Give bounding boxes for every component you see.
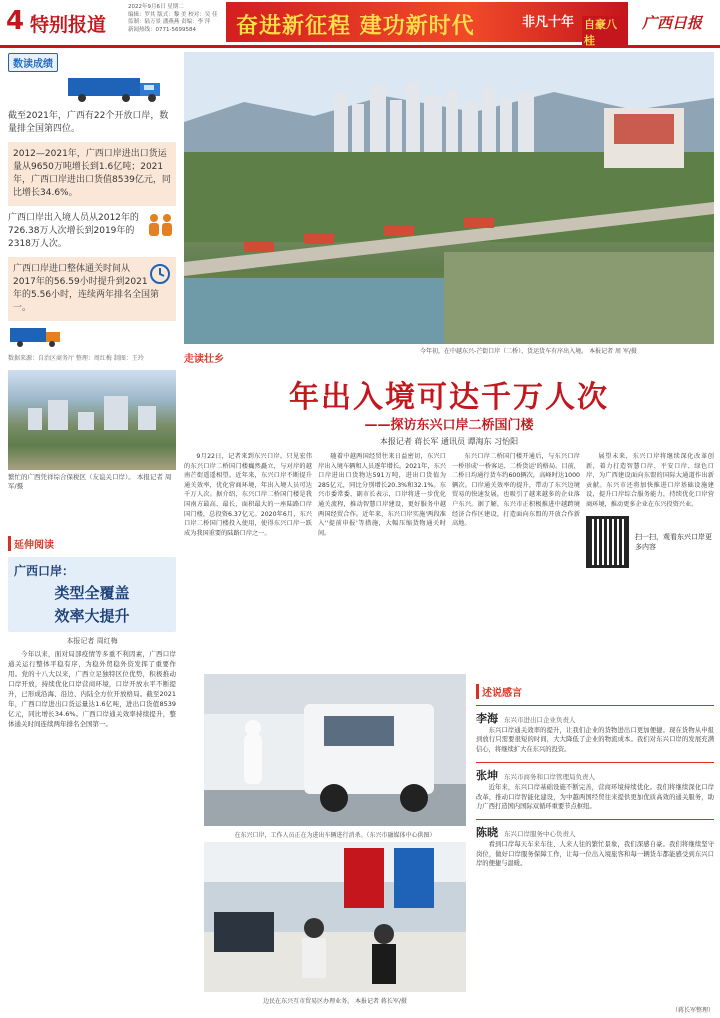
article-column — [184, 452, 312, 664]
disinfection-photo — [204, 674, 466, 826]
article-headline: 年出入境可达千万人次 — [289, 380, 609, 415]
article-column-4-text: 展望未来，东兴口岸将继续深化改革创新，着力打造智慧口岸、平安口岸、绿色口岸，为广西建设面向东盟的国际大通道作出新贡献。东兴市还将加快推进口岸基础设施建设，提升口岸综合服务能力，持续优化口岸营商环境，推动更多企业在东兴投资兴业。 — [586, 453, 714, 508]
bonded-zone-caption: 繁忙的广西凭祥综合保税区（友谊关口岸）。 本报记者 周 军/摄 — [8, 473, 172, 490]
voice-text: 看到口岸每天车来车往、人来人往的繁忙景象，我们深感自豪。我们将继续坚守岗位，做好口岸服务保障工作，让每一位出入境旅客和每一辆货车都能感受到东兴口岸的便捷与温暖。 — [476, 841, 714, 868]
trade-zone-photo — [204, 842, 466, 992]
stat-clearance — [8, 257, 176, 321]
article-kicker: 走读壮乡 — [184, 354, 224, 365]
stat-travellers — [8, 212, 176, 251]
meta-line: 监制：陆万景 潘燕燕 责编：李 萍 — [128, 19, 211, 25]
editor-note: （蒋长军整理） — [671, 1007, 714, 1014]
service-hall-illustration — [204, 842, 466, 992]
qr-block — [586, 516, 714, 568]
stat-clearance-text: 广西口岸进口整体通关时间从2017年的56.59小时提升到2021年的5.56小时，连续两年排名全国第一。 — [13, 264, 160, 313]
voice-text: 东兴口岸通关效率的提升，让我们企业的货物进出口更加便捷。现在货物从申报到放行只需要很短的时间，大大降低了企业的物流成本。我们对东兴口岸的发展充满信心，将继续扩大在东兴的投资。 — [476, 727, 714, 753]
banner-subtitle-1: 非凡十年 — [522, 15, 575, 30]
stat-travellers-text: 广西口岸出入境人员从2012年的726.38万人次增长到2019年的2318万人次。 — [8, 213, 139, 249]
clock-icon — [149, 263, 171, 285]
issue-meta — [128, 4, 218, 34]
extended-reading-byline: 本报记者 周红梅 — [66, 637, 118, 645]
main-photo-caption: 今年初，在中越东兴-芒街口岸（二桥），货运货车有序出入境。 本报记者 周 军/摄 — [420, 348, 637, 355]
port-scene-illustration — [184, 52, 714, 344]
title-line-2: 类型全覆盖 — [54, 584, 130, 602]
banner-title: 奋进新征程 建功新时代 — [236, 14, 475, 39]
truck-disinfection-illustration — [204, 674, 466, 826]
theme-banner — [226, 2, 628, 47]
article-column — [318, 452, 446, 664]
banner-subtitle-2: 自豪八桂 — [582, 16, 628, 48]
extended-reading-body: 今年以来，面对局部疫情等多重不利因素，广西口岸通关运行整体平稳有序，为稳外贸稳外资发挥了重要作用。党的十八大以来，广西立足独特区位优势，积极推动口岸开放，持续优化口岸营商环境，口岸开放水平不断提升，已形成沿海、沿边、内陆全方位开放格局。截至2021年，广西口岸进出口货运量达1.6亿吨，进出口货值8539亿元，同比增长34.6%。广西口岸通关效率持续提升，整体通关时间连续两年排名全国第一。 — [8, 650, 176, 728]
voice-role: 东兴市商务和口岸管理局负责人 — [504, 773, 595, 782]
article-column — [452, 452, 580, 664]
data-sidebar — [8, 52, 176, 491]
qr-code-icon[interactable] — [586, 516, 629, 568]
voice-item — [476, 705, 714, 754]
voice-head — [476, 819, 714, 840]
data-source: 数据来源：自治区商务厅 整理：周红梅 制图：王玲 — [8, 355, 144, 362]
voice-head — [476, 705, 714, 726]
meta-line: 2022年9月6日 星期二 — [128, 4, 184, 10]
article-column-1-text: 9月22日，记者来到东兴口岸。只见宏伟的东兴口岸二桥国门楼巍然矗立，与对岸的越南芒街遥遥相望。近年来，东兴口岸不断提升通关效率，优化营商环境，年出入境人员可达千万人次。据介绍，东兴口岸二桥国门楼是我国南方最高、最长、面积最大的一座陆路口岸国门楼，总投资6.37亿元。2020年6月，东兴口岸二桥国门楼投入使用，使得东兴口岸一跃成为我国重要的陆路口岸之一。 — [184, 453, 312, 537]
data-tag: 数读成绩 — [8, 53, 58, 72]
article-byline: 本报记者 蒋长军 通讯员 谭淘东 习怡阳 — [379, 437, 519, 446]
voice-item — [476, 819, 714, 868]
voice-item — [476, 762, 714, 811]
stat-cargo — [8, 142, 176, 206]
voice-name: 张坤 — [476, 769, 498, 783]
extended-reading — [8, 536, 176, 729]
voice-role: 东兴口岸服务中心负责人 — [504, 830, 576, 839]
stat-cargo-text: 2012—2021年，广西口岸进出口货运量从9650万吨增长到1.6亿吨；2021年，广西口岸进出口货值8539亿元，同比增长34.6%。 — [13, 149, 171, 198]
title-line-3: 效率大提升 — [54, 607, 130, 625]
bonded-zone-photo — [8, 370, 176, 470]
meta-line: 新闻热线：0771-5699584 — [128, 26, 196, 33]
voice-name: 陈晓 — [476, 826, 498, 840]
article-column-2-text: 随着中越两国经贸往来日益密切，东兴口岸出入境车辆和人员逐年增长。2021年，东兴口岸进出口货物达591万吨，进出口货值为285亿元，同比分别增长20.3%和32.1%。东兴市委常委、副市长表示，口岸将进一步优化通关流程，推动智慧口岸建设，更好服务中越两国经贸合作。近年来，东兴口岸实施'两段准入''提前申报'等措施，大幅压缩货物通关时间。 — [318, 453, 446, 537]
page-number: 4 — [6, 6, 25, 36]
people-icon — [146, 212, 176, 238]
page-header — [0, 0, 720, 48]
port-bridge-photo — [184, 52, 714, 344]
truck-illustration — [8, 74, 176, 104]
container-truck-icon — [8, 325, 68, 349]
extended-reading-title — [8, 557, 176, 632]
voice-role: 东兴市进出口企业负责人 — [504, 716, 576, 724]
section-name: 特别报道 — [30, 14, 107, 36]
voice-name: 李海 — [476, 712, 498, 725]
voices-tag: 述说感言 — [476, 684, 714, 699]
newspaper-logo: 广西日报 — [642, 14, 703, 32]
article-column — [586, 452, 714, 664]
article-column-3-text: 东兴口岸二桥国门楼开通后，与东兴口岸一桥形成'一桥客运、二桥货运'的格局。目前，二桥日均通行货车约600辆次，高峰时达1000辆次。口岸通关效率的提升，带动了东兴边境贸易的快速发展，也吸引了越来越多的企业落户东兴。据了解，东兴市正积极推进中越跨境经济合作区建设，打造面向东盟的开放合作新高地。 — [452, 453, 580, 528]
article-body — [184, 452, 714, 664]
title-line-1: 广西口岸： — [14, 564, 75, 578]
meta-line: 编辑：罗其 版式：黎 美 校对：吴 佳 — [128, 11, 218, 18]
disinfection-caption: 在东兴口岸，工作人员正在为进出车辆进行消杀。（东兴市融媒体中心供图） — [234, 832, 436, 839]
truck-icon — [8, 74, 176, 104]
article-subhead: ——探访东兴口岸二桥国门楼 — [364, 418, 534, 433]
voice-text: 近年来，东兴口岸基础设施不断完善，营商环境持续优化。我们将继续深化口岸改革，推动口岸智能化建设，为中越两国经贸往来提供更加优质高效的通关服务，助力广西打造国内国际双循环重要节点枢纽。 — [476, 784, 714, 811]
extended-reading-kicker: 延伸阅读 — [8, 536, 176, 551]
voice-head — [476, 762, 714, 783]
qr-caption: 扫一扫，观看东兴口岸更多内容 — [635, 532, 713, 551]
stat-ports: 截至2021年，广西有22个开放口岸，数量排全国第四位。 — [8, 111, 169, 134]
voices-column — [476, 684, 714, 877]
trade-zone-caption: 边民在东兴互市贸易区办理业务。 本报记者 蒋长军/摄 — [263, 998, 407, 1005]
